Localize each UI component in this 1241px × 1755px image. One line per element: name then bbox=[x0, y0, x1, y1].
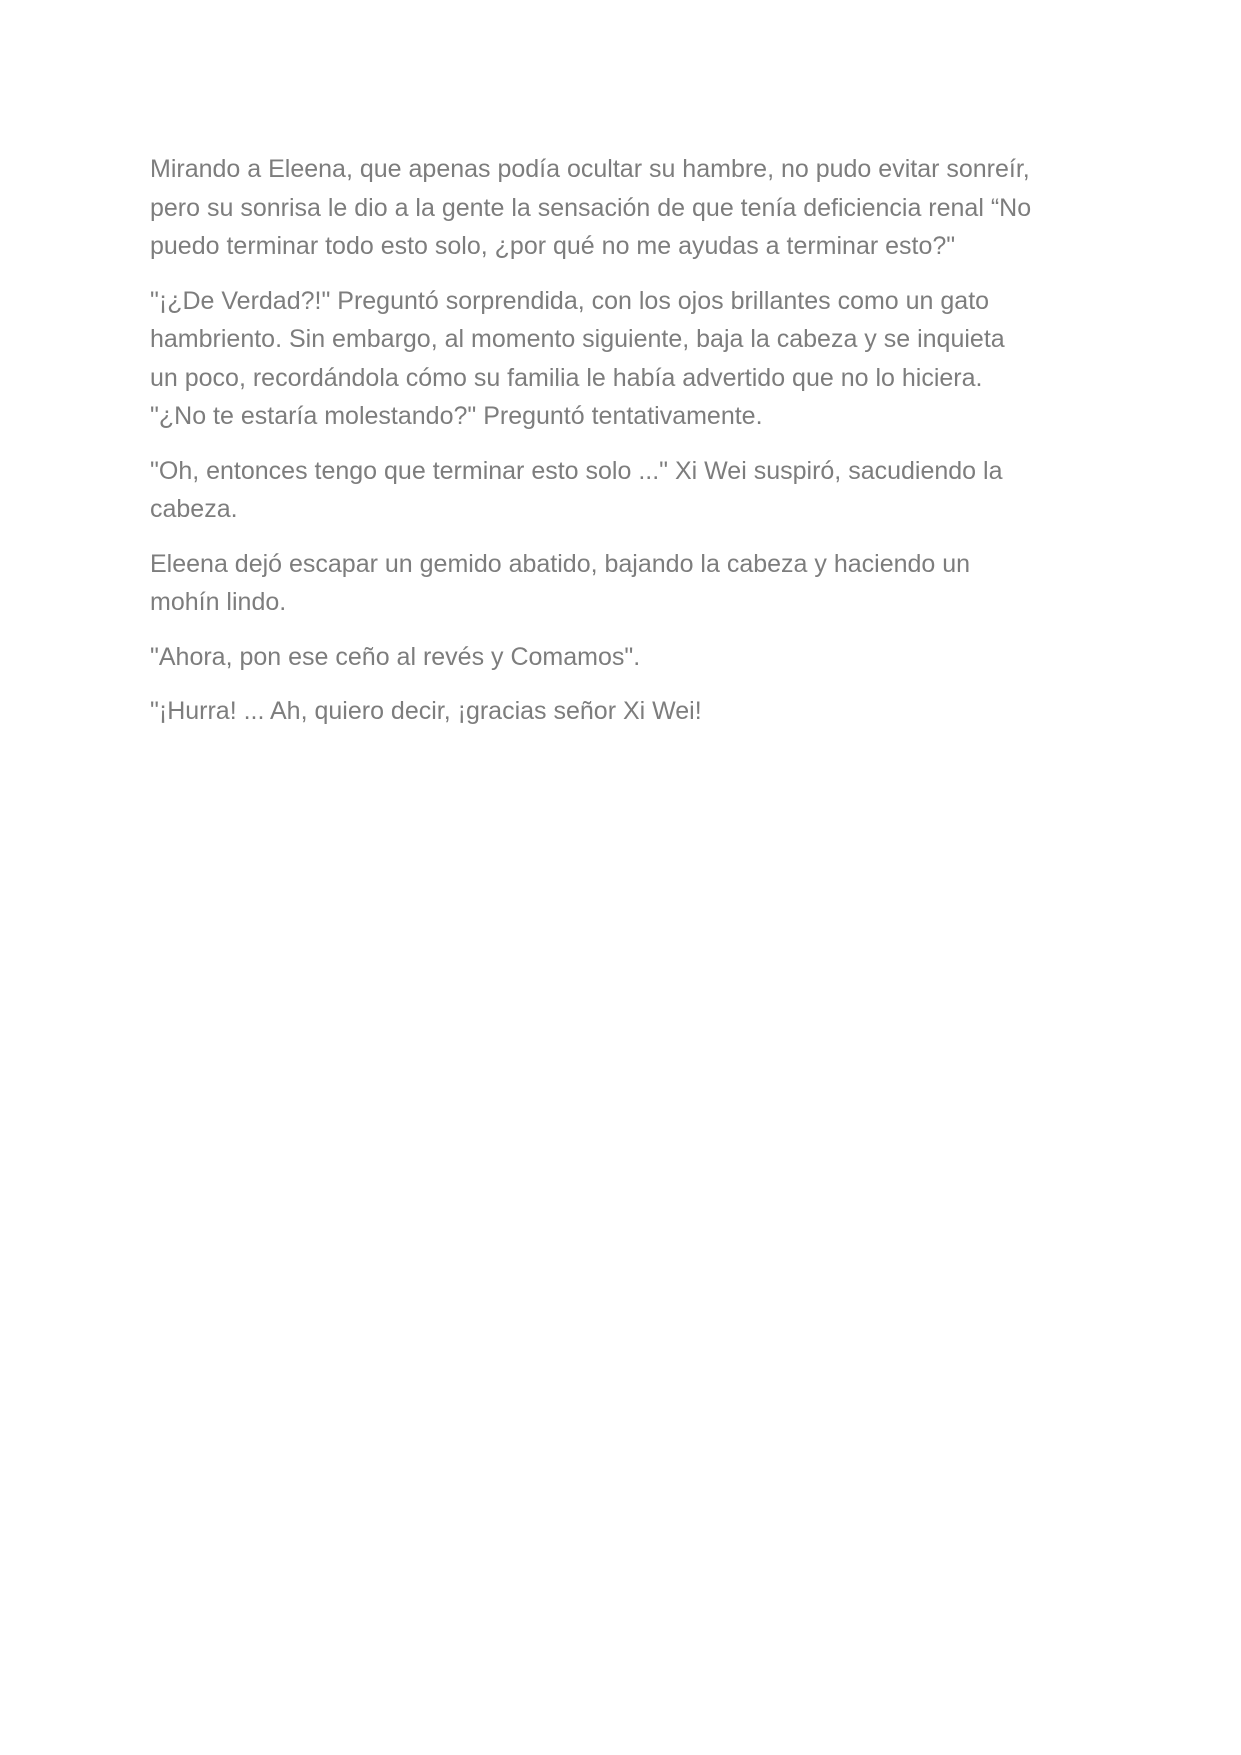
paragraph-3: "Oh, entonces tengo que terminar esto solo ..." Xi Wei suspiró, sacudiendo la cabeza. bbox=[150, 456, 1003, 523]
paragraph-1: Mirando a Eleena, que apenas podía ocultar su hambre, no pudo evitar sonreír, pero su sonrisa le dio a la gente la sensación de que tenía deficiencia renal “No puedo terminar todo esto solo, ¿por qué no me ayudas a terminar esto?" bbox=[150, 155, 1032, 260]
paragraph-5: "Ahora, pon ese ceño al revés y Comamos". bbox=[150, 642, 641, 671]
paragraph-4: Eleena dejó escapar un gemido abatido, bajando la cabeza y haciendo un mohín lindo. bbox=[150, 549, 971, 616]
document-body bbox=[150, 150, 1090, 747]
paragraph-2: "¡¿De Verdad?!" Preguntó sorprendida, con los ojos brillantes como un gato hambriento. Sin embargo, al momento siguiente, baja la cabeza y se inquieta un poco, recordándola cómo su familia le había advertido que no lo hiciera. "¿No te estaría molestando?" Preguntó tentativamente. bbox=[150, 286, 1005, 430]
paragraph-6: "¡Hurra! ... Ah, quiero decir, ¡gracias señor Xi Wei! bbox=[150, 697, 702, 725]
